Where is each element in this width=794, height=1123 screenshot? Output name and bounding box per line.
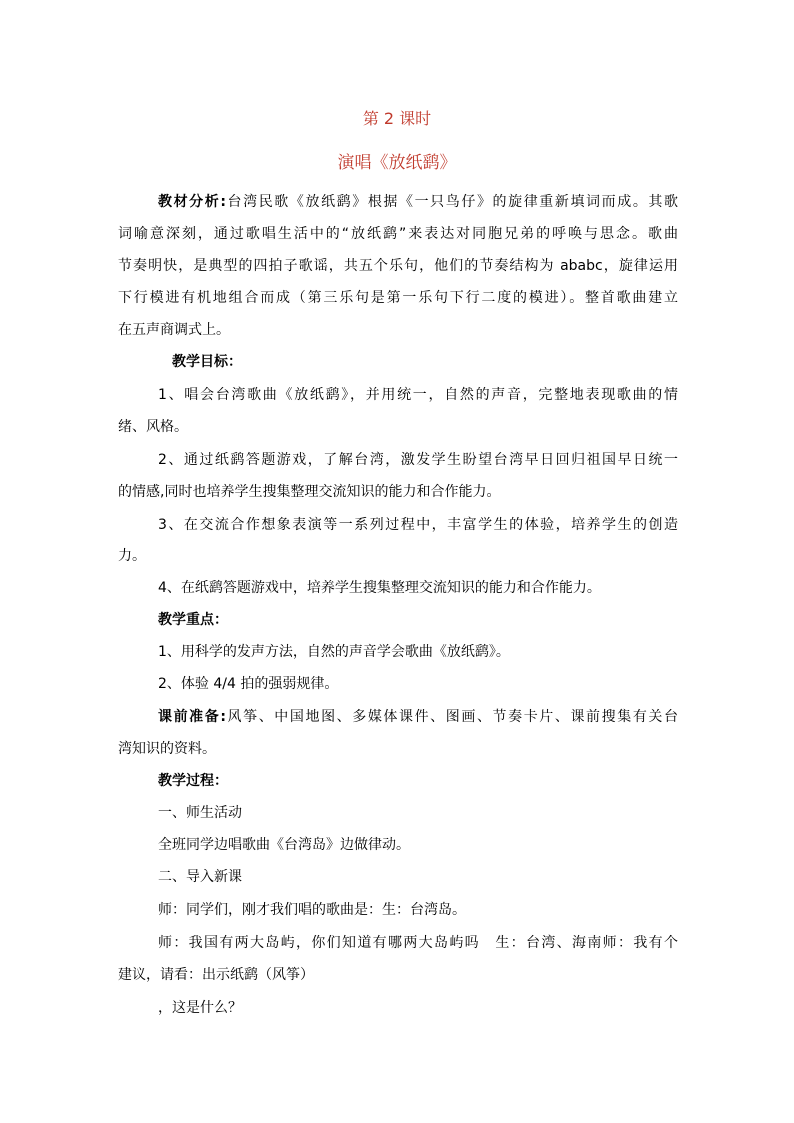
process-step-2: 二、导入新课 <box>158 869 242 885</box>
analysis-line-5: 在五声商调式上。 <box>118 322 230 338</box>
prep-line-2: 湾知识的资料。 <box>118 741 216 757</box>
analysis-label: 教材分析: <box>158 194 226 210</box>
dialogue-2-line-2: 建议，请看：出示纸鹞（风筝） <box>118 967 314 983</box>
goal-2-line-2: 的情感,同时也培养学生搜集整理交流知识的能力和合作能力。 <box>118 484 501 500</box>
analysis-line-1: 教材分析:台湾民歌《放纸鹞》根据《一只鸟仔》的旋律重新填词而成。其歌 <box>158 194 678 210</box>
dialogue-2-line-1: 师：我国有两大岛屿，你们知道有哪两大岛屿吗 生：台湾、海南师：我有个 <box>158 935 678 951</box>
dialogue-3: ，这是什么？ <box>158 1000 242 1016</box>
focus-2: 2、体验 4/4 拍的强弱规律。 <box>158 676 339 692</box>
lesson-title: 演唱《放纸鹞》 <box>337 153 457 173</box>
focus-1: 1、用科学的发声方法，自然的声音学会歌曲《放纸鹞》。 <box>158 644 510 660</box>
goal-1-line-1: 1、唱会台湾歌曲《放纸鹞》，并用统一，自然的声音，完整地表现歌曲的情 <box>158 387 678 403</box>
process-step-1: 一、师生活动 <box>158 805 242 821</box>
goal-3-line-2: 力。 <box>118 548 146 564</box>
dialogue-1: 师：同学们，刚才我们唱的歌曲是：生：台湾岛。 <box>158 902 466 918</box>
analysis-line-3: 节奏明快，是典型的四拍子歌谣，共五个乐句，他们的节奏结构为 ababc，旋律运用 <box>118 258 678 274</box>
lesson-number: 第 2 课时 <box>362 109 432 128</box>
goal-3-line-1: 3、在交流合作想象表演等一系列过程中，丰富学生的体验，培养学生的创造 <box>158 517 678 533</box>
analysis-line-2: 词喻意深刻，通过歌唱生活中的“放纸鹞”来表达对同胞兄弟的呼唤与思念。歌曲 <box>118 226 678 242</box>
process-step-1-text: 全班同学边唱歌曲《台湾岛》边做律动。 <box>158 837 410 853</box>
goal-1-line-2: 绪、风格。 <box>118 419 188 435</box>
goals-heading: 教学目标： <box>172 354 242 370</box>
focus-heading: 教学重点： <box>158 612 228 628</box>
analysis-line-4: 下行模进有机地组合而成（第三乐句是第一乐句下行二度的模进）。整首歌曲建立 <box>118 290 678 306</box>
goal-4: 4、在纸鹞答题游戏中，培养学生搜集整理交流知识的能力和合作能力。 <box>158 580 601 596</box>
process-heading: 教学过程： <box>158 773 228 789</box>
prep-label: 课前准备: <box>158 709 226 725</box>
goal-2-line-1: 2、通过纸鹞答题游戏，了解台湾，激发学生盼望台湾早日回归祖国早日统一 <box>158 452 678 468</box>
prep-line-1: 课前准备:风筝、中国地图、多媒体课件、图画、节奏卡片、课前搜集有关台 <box>158 709 678 725</box>
